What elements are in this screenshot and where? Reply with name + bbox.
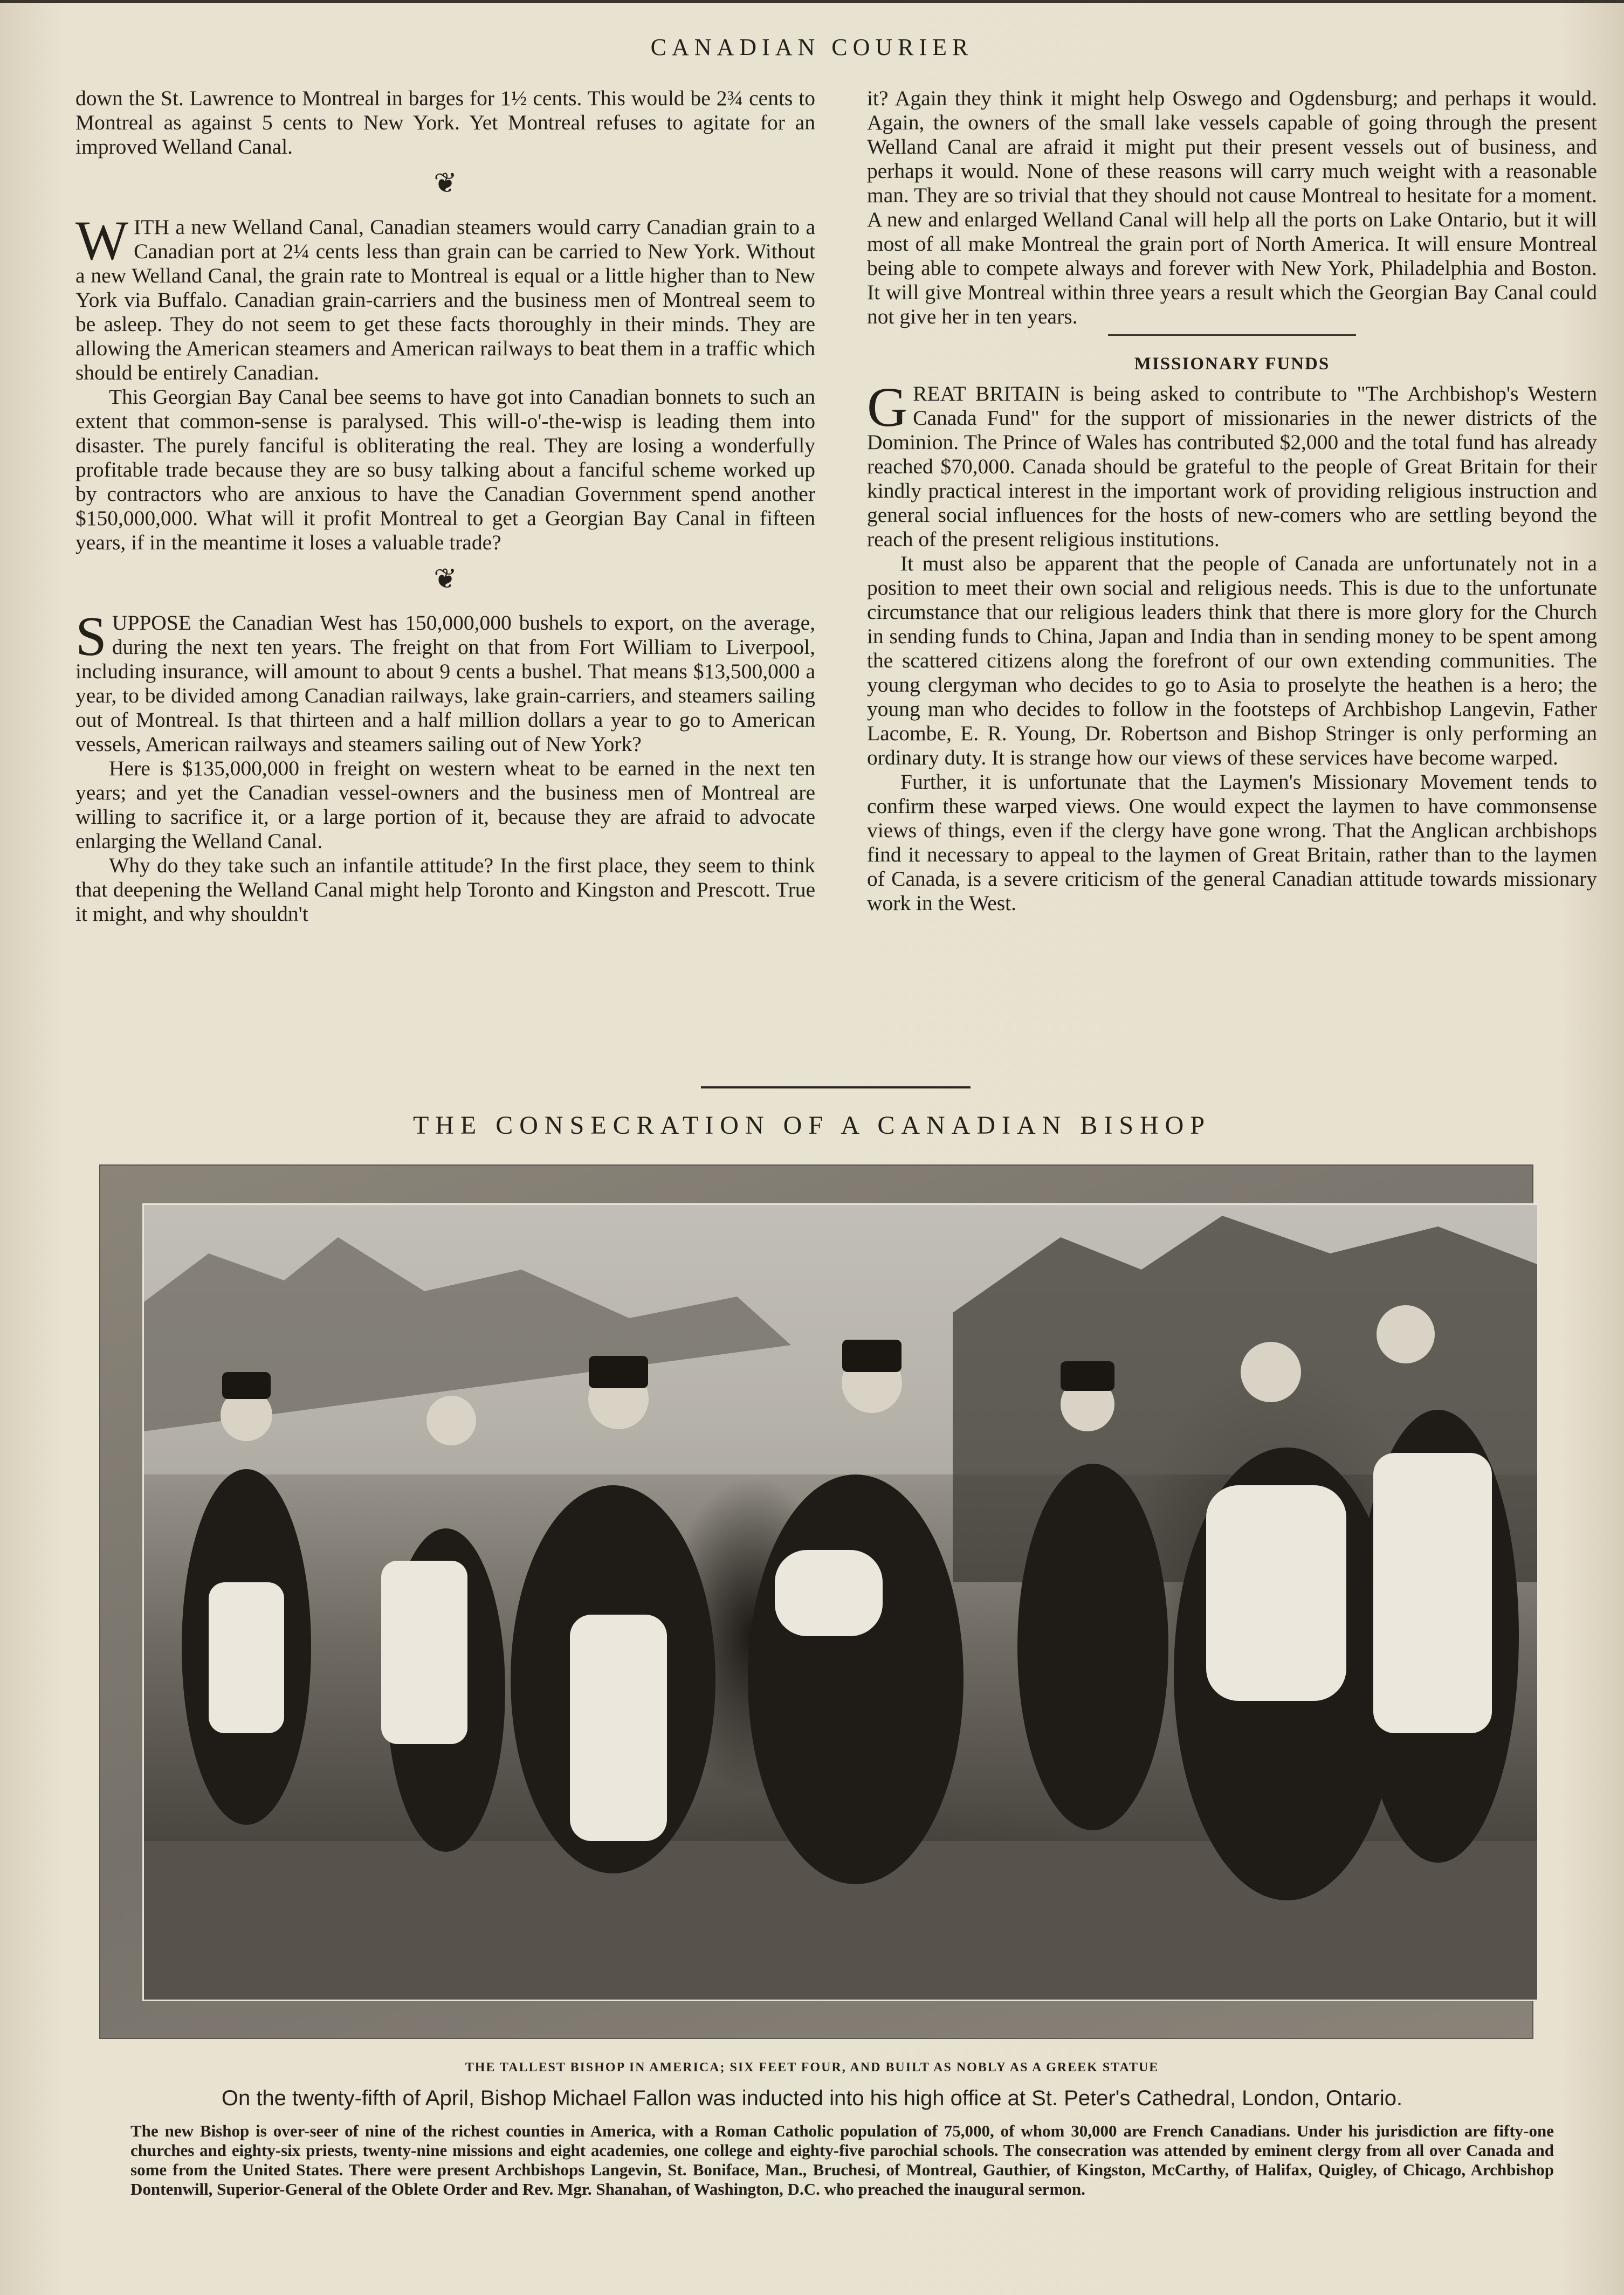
photo-caption-headline: THE TALLEST BISHOP IN AMERICA; SIX FEET FOUR, AND BUILT AS NOBLY AS A GREEK STATUE — [465, 2060, 1159, 2075]
leaf-ornament-icon: ❦ — [433, 564, 457, 595]
right-paragraph-great-britain: GREAT BRITAIN is being asked to contribute to "The Archbishop's Western Canada Fund" for the support of missionaries in the newer districts of the Dominion. The Prince of Wales has contributed $2,000 and the total fund has already reached $70,000. Canada should be grateful to the people of Great Britain for their kindly practical interest in the important work of providing religious instruction and general social influences for the hosts of new-comers who are settling beyond the reach of the present religious institutions. — [867, 376, 1597, 551]
left-paragraph-freight: Here is $135,000,000 in freight on western wheat to be earned in the next ten years; and yet the Canadian vessel-owners and the business men of Montreal are willing to sacrifice it, or a large portion of it, because they are afraid to advocate enlarging the Welland Canal. — [75, 756, 815, 853]
left-paragraph-welland: WITH a new Welland Canal, Canadian steamers would carry Canadian grain to a Canadian port at 2¼ cents less than grain can be carried to New York. Without a new Welland Canal, the grain rate to Montreal is equal or a little higher than to New York via Buffalo. Canadian grain-carriers and the business men of Montreal seem to be asleep. They do not seem to get these facts thoroughly in their minds. They are allowing the American steamers and American railways to beat them in a traffic which should be entirely Canadian. — [75, 210, 815, 384]
photo-caption-body: The new Bishop is over-seer of nine of the richest counties in America, with a Roman Catholic population of 75,000, of whom 30,000 are French Canadians. Under his jurisdiction are fifty-one churches and eighty-six priests, twenty-nine missions and eight academies, one college and eighty-five parochial schools. The consecration was attended by eminent clergy from all over Canada and some from the United States. There were present Archbishops Langevin, St. Boniface, Man., Bruchesi, of Montreal, Gauthier, of Kingston, McCarthy, of Halifax, Quigley, of Chicago, Archbishop Dontenwill, Superior-General of the Oblete Order and Rev. Mgr. Shanahan, of Washington, D.C. who preached the inaugural sermon. — [130, 2121, 1554, 2198]
procession-illustration — [144, 1205, 1537, 2000]
running-head: CANADIAN COURIER — [650, 34, 974, 60]
left-column — [75, 86, 815, 926]
missionary-funds-heading: MISSIONARY FUNDS — [1134, 354, 1330, 374]
right-column — [867, 86, 1597, 915]
photo-caption-lead: On the twenty-fifth of April, Bishop Michael Fallon was inducted into his high office at St. Peter's Cathedral, London, Ontario. — [221, 2086, 1403, 2110]
right-paragraph-1: it? Again they think it might help Oswego and Ogdensburg; and perhaps it would. Again, the owners of the small lake vessels capable of going through the present Welland Canal are afraid it might put their present vessels out of business, and perhaps it would. None of these reasons will carry much weight with a reasonable man. They are so trivial that they should not cause Montreal to hesitate for a moment. A new and enlarged Welland Canal will help all the ports on Lake Ontario, but it will most of all make Montreal the grain port of North America. It will ensure Montreal being able to compete always and forever with New York, Philadelphia and Boston. It will give Montreal within three years a result which the Georgian Bay Canal could not give her in ten years. — [867, 86, 1597, 328]
subhead-rule — [1108, 334, 1356, 336]
left-paragraph-georgian-bay: This Georgian Bay Canal bee seems to have got into Canadian bonnets to such an extent that common-sense is paralysed. This will-o'-the-wisp is leading them into disaster. The purely fanciful is obliterating the real. They are losing a wonderfully profitable trade because they are so busy talking about a fanciful scheme worked up by contractors who are anxious to have the Canadian Government spend another $150,000,000. What will it profit Montreal to get a Georgian Bay Canal in fifteen years, if in the meantime it loses a valuable trade? — [75, 385, 815, 554]
left-paragraph-suppose: SUPPOSE the Canadian West has 150,000,000 bushels to export, on the average, during the next ten years. The freight on that from Fort William to Liverpool, including insurance, will amount to about 9 cents a bushel. That means $13,500,000 a year, to be divided among Canadian railways, lake grain-carriers, and steamers sailing out of Montreal. Is that thirteen and a half million dollars a year to go to American vessels, American railways and steamers sailing out of New York? — [75, 605, 815, 756]
right-paragraph-apparent: It must also be apparent that the people of Canada are unfortunately not in a position to meet their own social and religious needs. This is due to the unfortunate circumstance that our religious leaders think that there is more glory for the Church in sending funds to China, Japan and India than in sending money to be spent among the scattered citizens along the forefront of our own extending communities. The young clergyman who decides to go to Asia to proselyte the heathen is a hero; the young man who decides to follow in the footsteps of Archbishop Langevin, Father Lacombe, E. R. Young, Dr. Robertson and Bishop Stringer is only performing an ordinary duty. It is strange how our views of these services have become warped. — [867, 552, 1597, 769]
left-paragraph-infantile: Why do they take such an infantile attitude? In the first place, they seem to think that deepening the Welland Canal might help Toronto and Kingston and Prescott. True it might, and why shouldn't — [75, 853, 815, 926]
section-title: THE CONSECRATION OF A CANADIAN BISHOP — [412, 1111, 1212, 1140]
section-divider-rule — [701, 1086, 971, 1088]
leaf-ornament-icon: ❦ — [433, 168, 457, 199]
right-paragraph-laymen: Further, it is unfortunate that the Laymen's Missionary Movement tends to confirm these warped views. One would expect the laymen to have commonsense views of things, even if the clergy have gone wrong. That the Anglican archbishops find it necessary to appeal to the laymen of Great Britain, rather than to the laymen of Canada, is a severe criticism of the general Canadian attitude towards missionary work in the West. — [867, 770, 1597, 915]
consecration-photograph — [142, 1203, 1539, 2001]
left-paragraph-1: down the St. Lawrence to Montreal in barges for 1½ cents. This would be 2¾ cents to Montreal as against 5 cents to New York. Yet Montreal refuses to agitate for an improved Welland Canal. — [75, 86, 815, 158]
top-border-rule — [0, 0, 1624, 3]
